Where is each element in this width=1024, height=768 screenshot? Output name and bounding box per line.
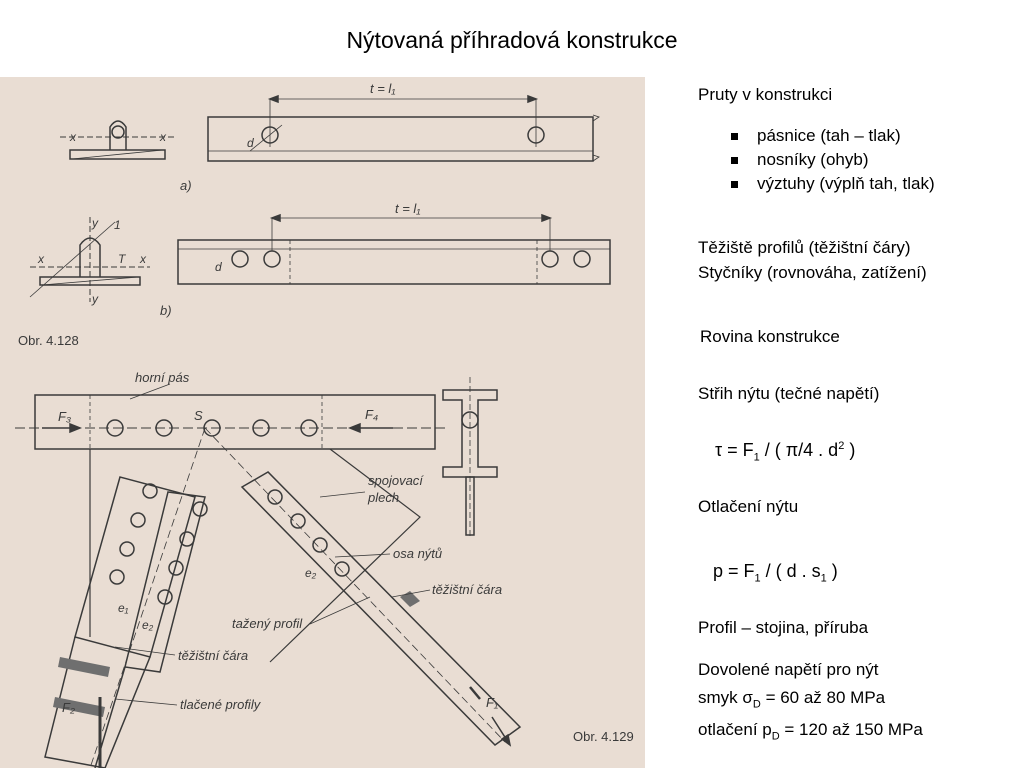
caption-obr-4-129: Obr. 4.129 — [573, 729, 634, 744]
fig-a-diameter: d — [247, 136, 254, 150]
label-plech: plech — [368, 490, 400, 505]
label-tlacene-profily: tlačené profily — [180, 697, 261, 712]
fig-b-axis-1: 1 — [114, 218, 121, 232]
fig-b-axis-x-right: x — [140, 252, 146, 266]
strih-text: Střih nýtu (tečné napětí) — [698, 384, 880, 403]
list-item-label: nosníky (ohyb) — [757, 150, 869, 169]
bullet-icon — [731, 157, 738, 164]
fig-b-dimension: t = l₁ — [395, 201, 421, 216]
dovolene-text: Dovolené napětí pro nýt — [698, 660, 879, 679]
shear-formula: $\tau = F_1$ / ( π/4 . $d^2$ ) — [715, 440, 856, 464]
label-e2: e₂ — [142, 618, 154, 632]
label-horni-pas: horní pás — [135, 370, 190, 385]
figure-truss-joint — [15, 370, 634, 768]
profil-text: Profil – stojina, příruba — [698, 618, 869, 637]
fig-a-label: a) — [180, 178, 192, 193]
fig-a-axis-x-left: x — [70, 130, 76, 144]
label-tazeny-profil: tažený profil — [232, 616, 303, 631]
caption-obr-4-128: Obr. 4.128 — [18, 333, 79, 348]
list-item — [731, 148, 935, 172]
fig-b-axis-y-bottom: y — [92, 292, 98, 306]
smyk-text: smyk $\sigma_D = 60$ až 80 MPa — [698, 688, 886, 711]
otlaceni-p-text: otlačení $p_D = 120$ až 150 MPa — [698, 720, 923, 743]
page-title: Nýtovaná příhradová konstrukce — [346, 27, 678, 53]
label-s: S — [194, 408, 203, 423]
label-tezistni-cara-right: těžištní čára — [432, 582, 503, 597]
pruty-list — [731, 124, 935, 196]
technical-drawing — [0, 77, 645, 768]
fig-a-axis-x-right: x — [160, 130, 166, 144]
figure-a — [60, 81, 599, 193]
pruty-heading: Pruty v konstrukci — [698, 85, 833, 104]
label-f1: F₁ — [486, 695, 499, 710]
label-e2-right: e₂ — [305, 566, 317, 580]
figure-b — [18, 201, 610, 348]
bearing-formula: $p = F_1$ / ( d . $s_1$ ) — [713, 561, 838, 585]
list-item-label: výztuhy (výplň tah, tlak) — [757, 174, 935, 193]
fig-b-diameter: d — [215, 260, 222, 274]
label-f4: F₄ — [365, 407, 379, 422]
fig-b-label: b) — [160, 303, 172, 318]
bullet-icon — [731, 181, 738, 188]
fig-b-centroid: T — [118, 252, 126, 266]
label-spojovaci: spojovací — [368, 473, 423, 488]
label-f3: F₃ — [58, 409, 72, 424]
label-f2: F₂ — [62, 700, 75, 715]
teziste-text: Těžiště profilů (těžištní čáry) — [698, 238, 911, 257]
list-item — [731, 124, 935, 148]
list-item-label: pásnice (tah – tlak) — [757, 126, 901, 145]
label-e1: e₁ — [118, 601, 129, 615]
label-tezistni-cara-left: těžištní čára — [178, 648, 249, 663]
stycniky-text: Styčníky (rovnováha, zatížení) — [698, 263, 927, 282]
rovina-text: Rovina konstrukce — [700, 327, 840, 346]
otlaceni-text: Otlačení nýtu — [698, 497, 799, 516]
label-osa-nytu: osa nýtů — [393, 546, 443, 561]
fig-b-axis-y-top: y — [92, 216, 98, 230]
fig-b-axis-x-left: x — [38, 252, 44, 266]
list-item — [731, 172, 935, 196]
bullet-icon — [731, 133, 738, 140]
fig-a-dimension: t = l₁ — [370, 81, 396, 96]
